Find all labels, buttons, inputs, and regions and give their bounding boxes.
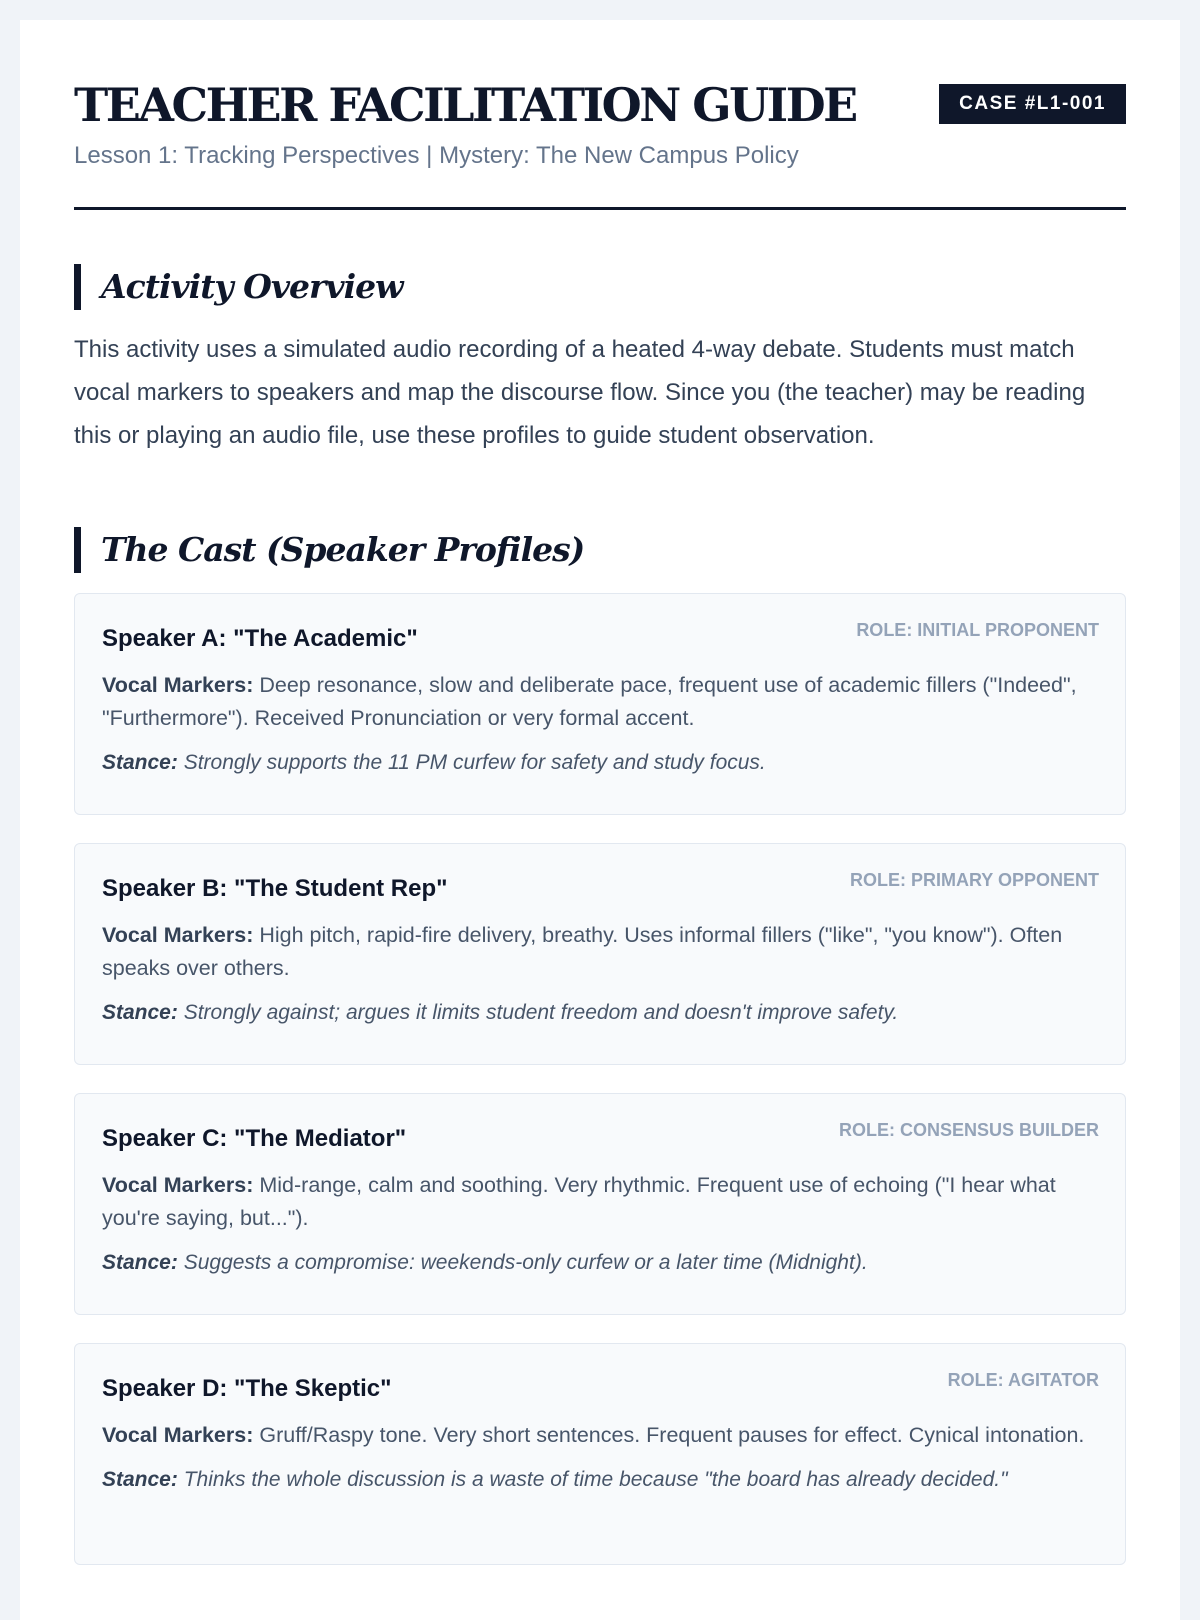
- vocal-markers-label: Vocal Markers:: [102, 923, 254, 947]
- activity-overview-heading: Activity Overview: [74, 264, 1126, 310]
- stance-text: Strongly supports the 11 PM curfew for safety and study focus.: [183, 751, 766, 774]
- speaker-card-c: [74, 1093, 1126, 1315]
- vocal-markers-label: Vocal Markers:: [102, 673, 254, 697]
- activity-overview-text: This activity uses a simulated audio recording of a heated 4-way debate. Students must match vocal markers to speakers and map the discourse flow. Since you (the teacher) may be reading this or playing an audio file, use these profiles to guide student observation.: [74, 336, 1086, 449]
- vocal-markers-label: Vocal Markers:: [102, 1423, 254, 1447]
- vocal-markers-text: Mid-range, calm and soothing. Very rhythmic. Frequent use of echoing ("I hear what you're saying, but...").: [102, 1173, 1056, 1230]
- stance-label: Stance:: [102, 1001, 178, 1024]
- stance-label: Stance:: [102, 751, 178, 774]
- vocal-markers: [102, 1169, 1099, 1235]
- vocal-markers: [102, 1419, 1099, 1452]
- cast-heading: The Cast (Speaker Profiles): [74, 527, 1126, 573]
- guide-page: [20, 20, 1180, 1620]
- speaker-card-a: [74, 593, 1126, 815]
- vocal-markers-label: Vocal Markers:: [102, 1173, 254, 1197]
- speaker-cards: [74, 593, 1126, 1565]
- speaker-role: ROLE: AGITATOR: [947, 1370, 1099, 1390]
- stance-text: Strongly against; argues it limits student freedom and doesn't improve safety.: [183, 1001, 899, 1024]
- stance-label: Stance:: [102, 1251, 178, 1274]
- stance-text: Suggests a compromise: weekends-only curfew or a later time (Midnight).: [183, 1251, 868, 1274]
- page-title: TEACHER FACILITATION GUIDE: [74, 78, 856, 132]
- stance-label: Stance:: [102, 1468, 178, 1491]
- stance: [102, 1465, 1099, 1495]
- speaker-role: ROLE: CONSENSUS BUILDER: [838, 1120, 1099, 1140]
- guide-header: [74, 20, 1126, 210]
- stance: [102, 748, 1099, 778]
- speaker-card-b: [74, 843, 1126, 1065]
- vocal-markers-text: High pitch, rapid-fire delivery, breathy. Uses informal fillers ("like", "you know"). Often speaks over others.: [102, 923, 1063, 980]
- speaker-name: Speaker C: "The Mediator": [102, 1125, 407, 1152]
- speaker-card-d: [74, 1343, 1126, 1565]
- vocal-markers: [102, 919, 1099, 985]
- page-subtitle: Lesson 1: Tracking Perspectives | Mystery: The New Campus Policy: [74, 142, 799, 169]
- stance-text: Thinks the whole discussion is a waste of time because "the board has already decided.": [183, 1468, 1008, 1491]
- vocal-markers: [102, 669, 1099, 735]
- speaker-name: Speaker B: "The Student Rep": [102, 875, 448, 902]
- speaker-role: ROLE: INITIAL PROPONENT: [856, 620, 1099, 640]
- stance: [102, 1248, 1099, 1278]
- stance: [102, 998, 1099, 1028]
- vocal-markers-text: Gruff/Raspy tone. Very short sentences. Frequent pauses for effect. Cynical intonation.: [259, 1423, 1085, 1447]
- speaker-role: ROLE: PRIMARY OPPONENT: [849, 870, 1099, 890]
- vocal-markers-text: Deep resonance, slow and deliberate pace, frequent use of academic fillers ("Indeed", "Furthermore"). Received Pronunciation or very formal accent.: [102, 673, 1077, 730]
- case-badge: CASE #L1-001: [939, 84, 1126, 124]
- speaker-name: Speaker D: "The Skeptic": [102, 1375, 392, 1402]
- speaker-name: Speaker A: "The Academic": [102, 625, 418, 652]
